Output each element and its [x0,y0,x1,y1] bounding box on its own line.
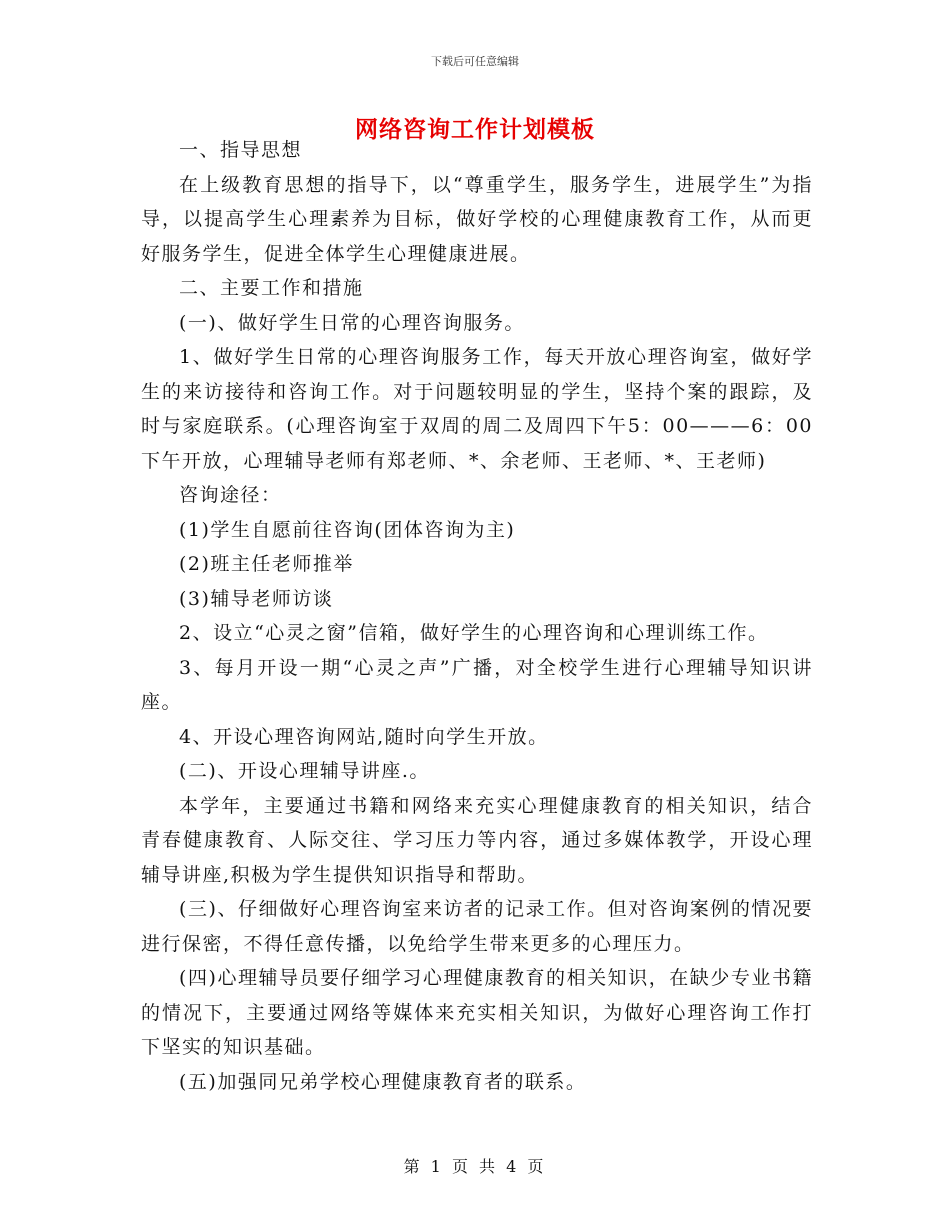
paragraph-item-4: 4、开设心理咨询网站,随时向学生开放。 [179,725,549,748]
subsection-heading-5: (五)加强同兄弟学校心理健康教育者的联系。 [179,1070,587,1093]
document-body [141,133,813,1099]
section-heading-guiding-thought: 一、指导思想 [179,139,303,161]
paragraph-item-2: 2、设立“心灵之窗”信箱，做好学生的心理咨询和心理训练工作。 [179,622,769,644]
paragraph-consult-channels: 咨询途径： [179,484,282,506]
section-heading-main-work: 二、主要工作和措施 [179,277,364,299]
page-footer: 第 1 页 共 4 页 [403,1157,547,1176]
list-item-channel-2: (2)班主任老师推举 [179,553,354,575]
list-item-channel-1: (1)学生自愿前往咨询(团体咨询为主) [179,518,516,541]
subsection-heading-1: (一)、做好学生日常的心理咨询服务。 [179,311,525,334]
subsection-heading-2: (二)、开设心理辅导讲座.。 [179,760,430,782]
document-title: 网络咨询工作计划模板 [355,116,595,143]
header-note: 下载后可任意编辑 [431,55,519,68]
paragraph-lectures: 本学年，主要通过书籍和网络来充实心理健康教育的相关知识，结合青春健康教育、人际交往、学习压力等内容，通过多媒体教学，开设心理辅导讲座,积极为学生提供知识指导和帮助。 [141,794,813,886]
subsection-heading-4: (四)心理辅导员要仔细学习心理健康教育的相关知识，在缺少专业书籍的情况下，主要通过网络等媒体来充实相关知识，为做好心理咨询工作打下坚实的知识基础。 [141,967,813,1058]
paragraph-item-3: 3、每月开设一期“心灵之声”广播，对全校学生进行心理辅导知识讲座。 [141,656,813,713]
list-item-channel-3: (3)辅导老师访谈 [179,587,334,610]
paragraph-item-1: 1、做好学生日常的心理咨询服务工作，每天开放心理咨询室，做好学生的来访接待和咨询工作。对于问题较明显的学生，坚持个案的跟踪，及时与家庭联系。(心理咨询室于双周的周二及周四下午5：00———6：00下午开放，心理辅导老师有郑老师、*、余老师、王老师、*、王老师) [141,346,813,472]
paragraph-guiding-thought: 在上级教育思想的指导下，以“尊重学生，服务学生，进展学生”为指导，以提高学生心理素养为目标，做好学校的心理健康教育工作，从而更好服务学生，促进全体学生心理健康进展。 [141,173,813,265]
subsection-heading-3: (三)、仔细做好心理咨询室来访者的记录工作。但对咨询案例的情况要进行保密，不得任意传播，以免给学生带来更多的心理压力。 [141,898,813,955]
